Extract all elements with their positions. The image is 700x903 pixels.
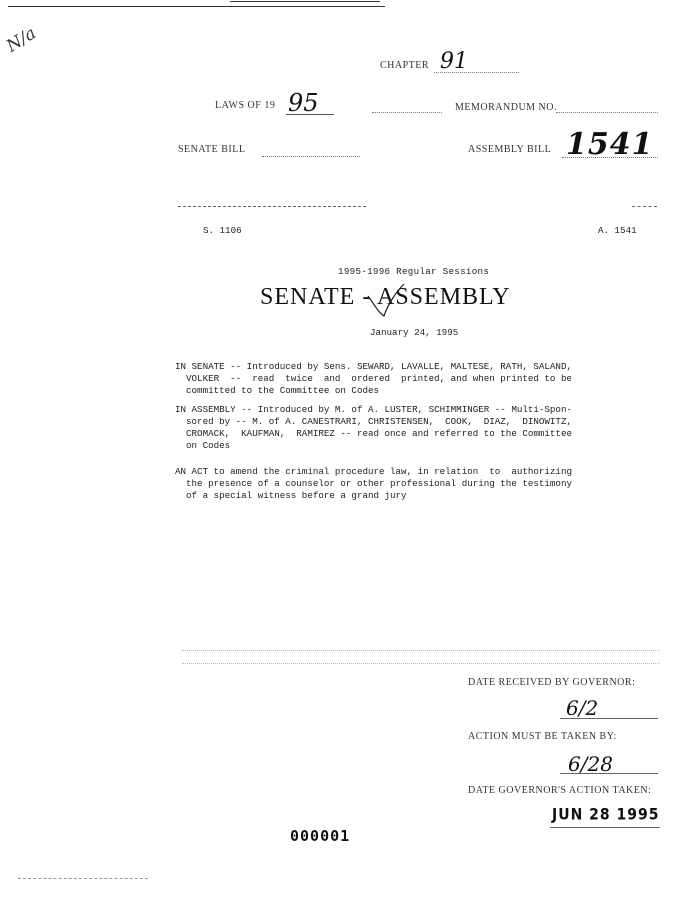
action-must-line (560, 773, 658, 774)
chapter-label: CHAPTER (380, 60, 430, 71)
assembly-bill-line (562, 157, 658, 158)
faint-line (182, 650, 660, 651)
corner-note: N/a (3, 23, 40, 57)
laws-line-2 (372, 112, 442, 113)
bill-title: SENATE - ASSEMBLY (260, 284, 511, 310)
assembly-number: A. 1541 (598, 225, 637, 236)
senate-bill-label: SENATE BILL (178, 144, 246, 155)
laws-line (286, 114, 334, 115)
date-received-line (560, 718, 658, 719)
top-rule (8, 6, 385, 7)
page-number: 000001 (290, 827, 351, 845)
senate-number: S. 1106 (203, 225, 242, 236)
assembly-paragraph (175, 404, 680, 452)
action-taken-line (550, 827, 660, 828)
action-taken-stamp: JUN 28 1995 (552, 805, 660, 825)
chapter-value: 91 (440, 49, 468, 74)
action-must-label: ACTION MUST BE TAKEN BY: (468, 731, 617, 742)
senate-line: committed to the Committee on Codes (175, 385, 379, 396)
faint-line (182, 663, 660, 664)
assembly-bill-value: 1541 (566, 127, 654, 162)
action-must-value: 6/28 (568, 752, 613, 776)
senate-paragraph (175, 361, 680, 397)
title-check-mark (366, 282, 406, 325)
senate-bill-line (262, 156, 360, 157)
date-received-label: DATE RECEIVED BY GOVERNOR: (468, 677, 636, 688)
act-line: of a special witness before a grand jury (175, 490, 407, 501)
act-paragraph (175, 466, 680, 502)
senate-line: IN SENATE -- Introduced by Sens. SEWARD, LAVALLE, MALTESE, RATH, SALAND, (175, 361, 572, 372)
act-line: AN ACT to amend the criminal procedure law, in relation to authorizing (175, 466, 572, 477)
separator-left (178, 206, 366, 207)
assembly-line: sored by -- M. of A. CANESTRARI, CHRISTENSEN, COOK, DIAZ, DINOWITZ, (175, 416, 572, 427)
memo-label: MEMORANDUM NO. (455, 102, 558, 113)
chapter-line (434, 72, 519, 73)
act-line: the presence of a counselor or other professional during the testimony (175, 478, 572, 489)
date-received-value: 6/2 (566, 696, 599, 720)
bill-date: January 24, 1995 (370, 327, 459, 338)
top-rule-short (230, 1, 380, 2)
assembly-line: IN ASSEMBLY -- Introduced by M. of A. LUSTER, SCHIMMINGER -- Multi-Spon- (175, 404, 572, 415)
memo-line (556, 112, 658, 113)
assembly-line: on Codes (175, 440, 231, 451)
bottom-mark (18, 878, 148, 879)
action-taken-label: DATE GOVERNOR'S ACTION TAKEN: (468, 785, 652, 796)
assembly-bill-label: ASSEMBLY BILL (468, 144, 552, 155)
senate-line: VOLKER -- read twice and ordered printed, and when printed to be (175, 373, 572, 384)
laws-label: LAWS OF 19 (215, 100, 276, 111)
separator-right (632, 206, 657, 207)
assembly-line: CROMACK, KAUFMAN, RAMIREZ -- read once and referred to the Committee (175, 428, 572, 439)
laws-value: 95 (288, 89, 319, 117)
session-line: 1995-1996 Regular Sessions (338, 266, 490, 277)
